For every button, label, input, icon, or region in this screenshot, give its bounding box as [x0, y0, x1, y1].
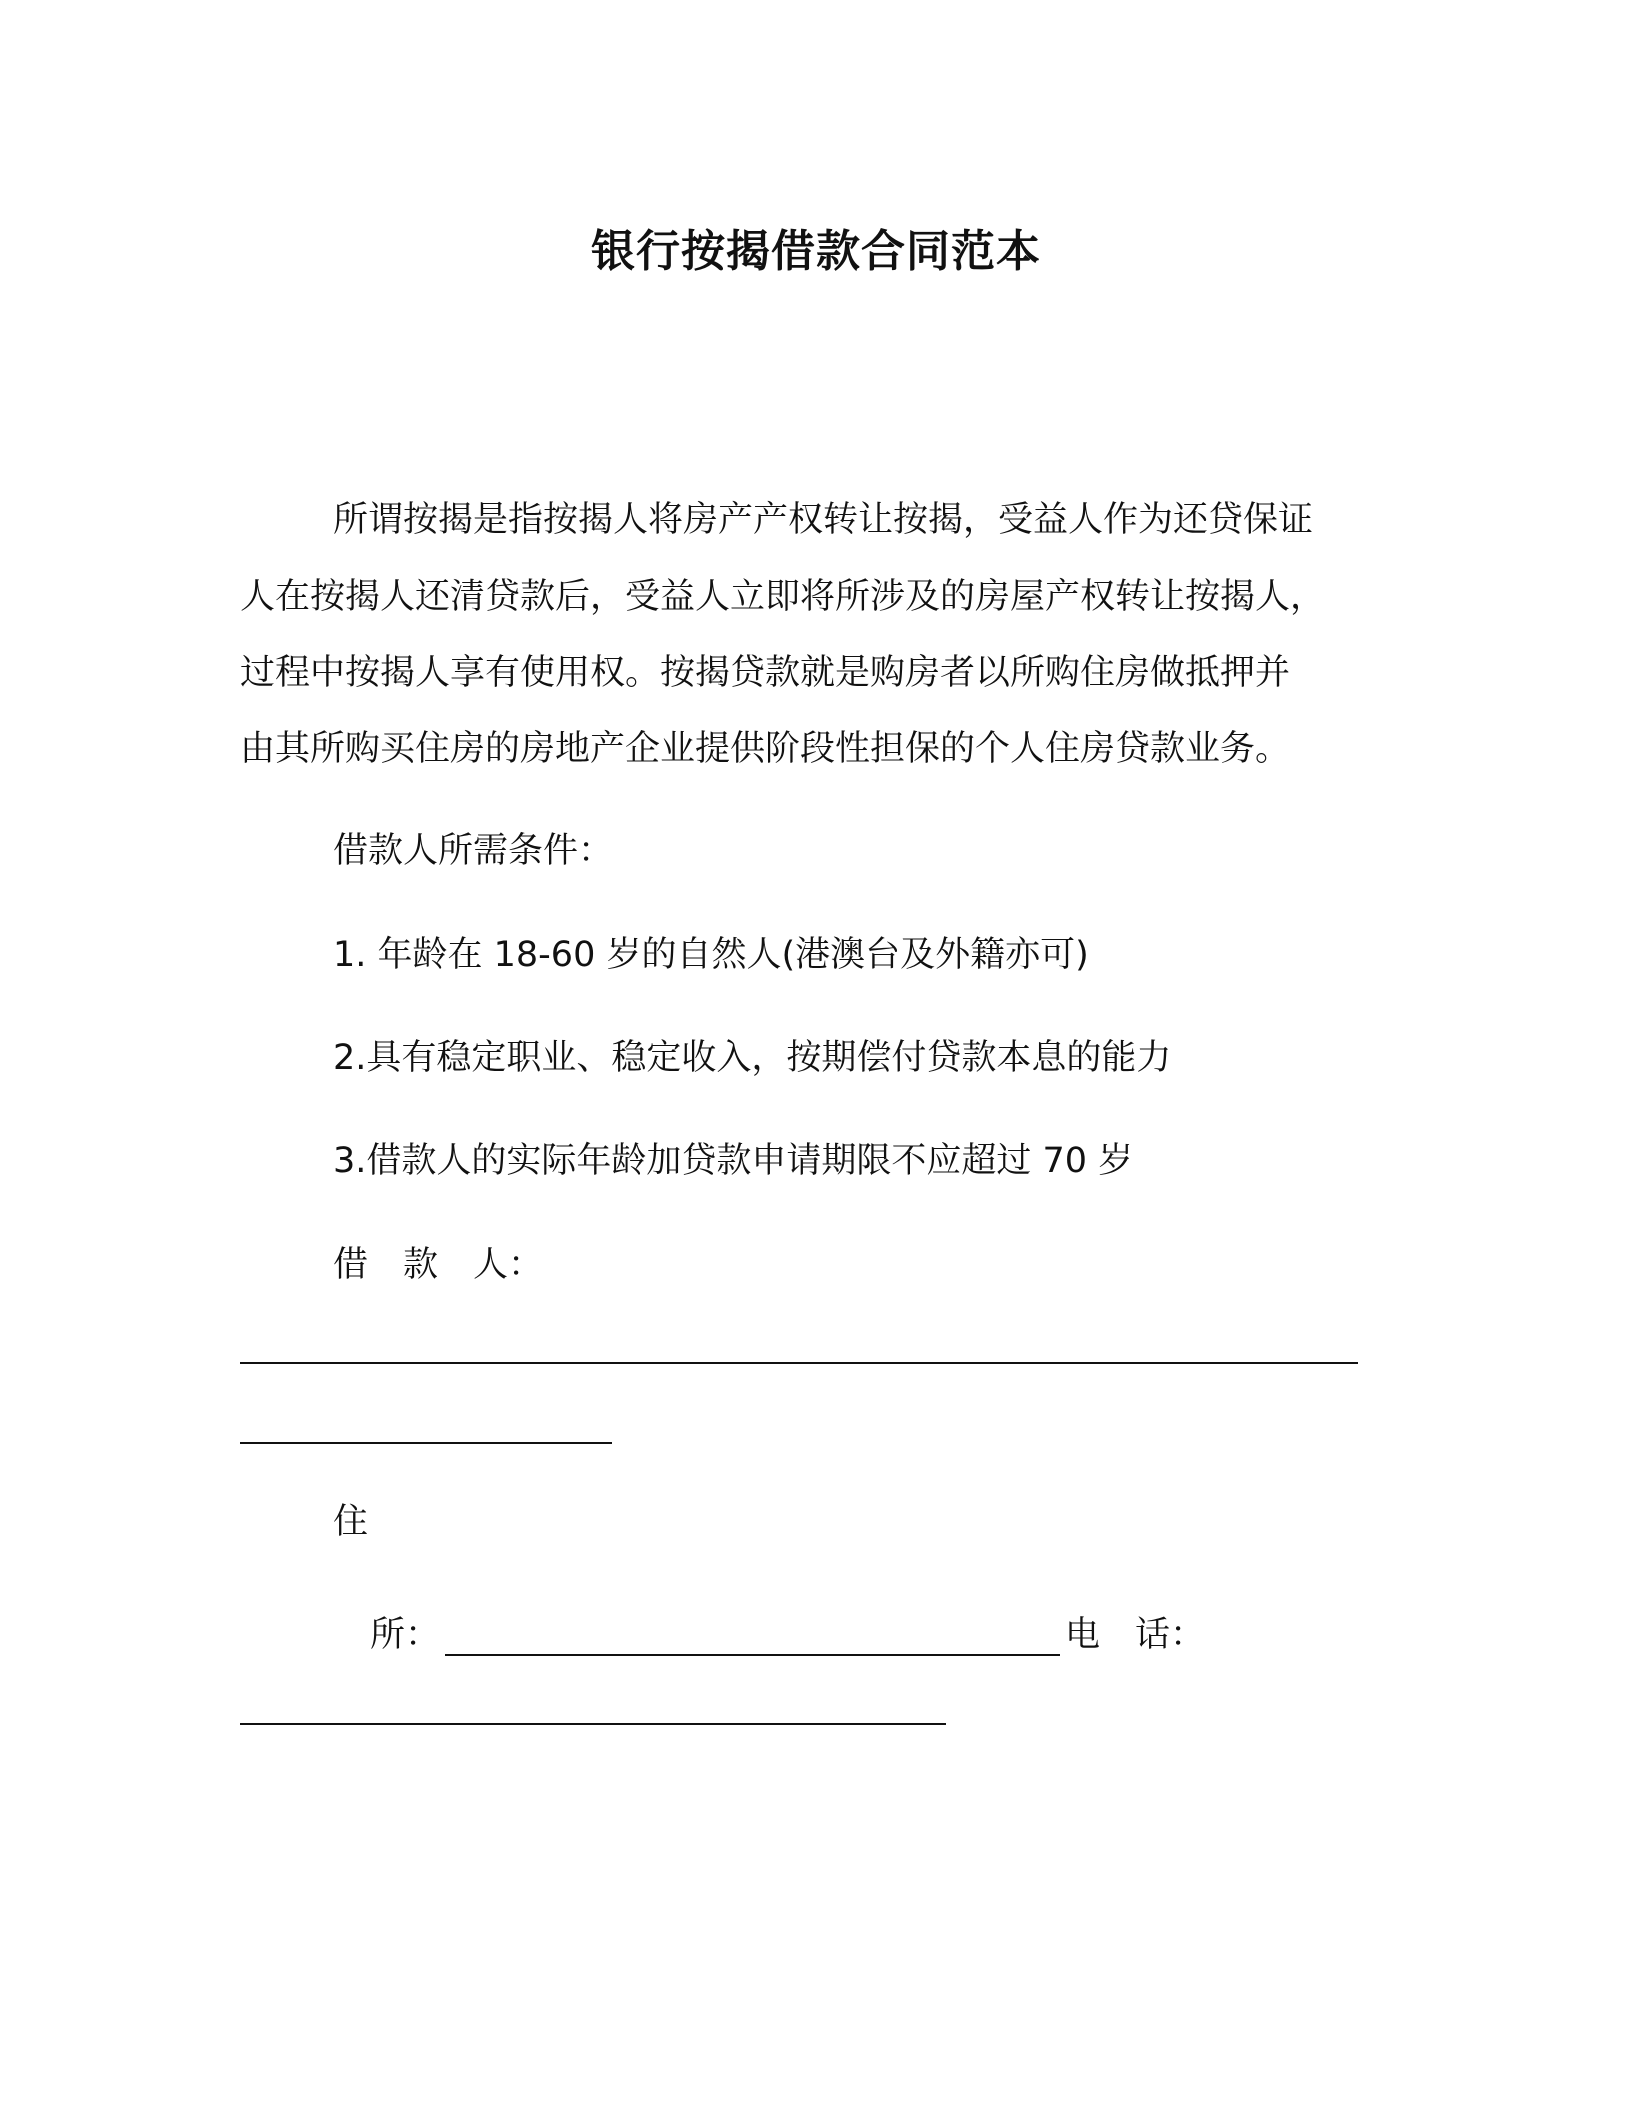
condition-item-1: 1. 年龄在 18-60 岁的自然人(港澳台及外籍亦可)	[333, 935, 1089, 975]
condition-item-3: 3.借款人的实际年龄加贷款申请期限不应超过 70 岁	[333, 1141, 1134, 1181]
borrower-blank-line-1	[240, 1362, 1358, 1364]
intro-line-2: 人在按揭人还清贷款后，受益人立即将所涉及的房屋产权转让按揭人，	[240, 577, 1326, 617]
intro-line-1: 所谓按揭是指按揭人将房产产权转让按揭，受益人作为还贷保证	[333, 500, 1314, 540]
address-phone-row	[370, 1610, 1250, 1660]
address-blank-line	[445, 1654, 1060, 1656]
address-label-top: 住	[333, 1502, 369, 1542]
borrower-blank-line-2	[240, 1442, 612, 1444]
intro-line-3: 过程中按揭人享有使用权。按揭贷款就是购房者以所购住房做抵押并	[240, 653, 1291, 693]
address-label-bottom: 所：	[370, 1615, 441, 1655]
phone-label: 电 话：	[1065, 1615, 1206, 1655]
document-title: 银行按揭借款合同范本	[591, 226, 1041, 277]
conditions-heading: 借款人所需条件：	[333, 831, 614, 871]
borrower-label: 借 款 人：	[333, 1245, 544, 1285]
intro-line-4: 由其所购买住房的房地产企业提供阶段性担保的个人住房贷款业务。	[240, 729, 1291, 769]
phone-blank-line	[240, 1723, 946, 1725]
condition-item-2: 2.具有稳定职业、稳定收入，按期偿付贷款本息的能力	[333, 1038, 1172, 1078]
